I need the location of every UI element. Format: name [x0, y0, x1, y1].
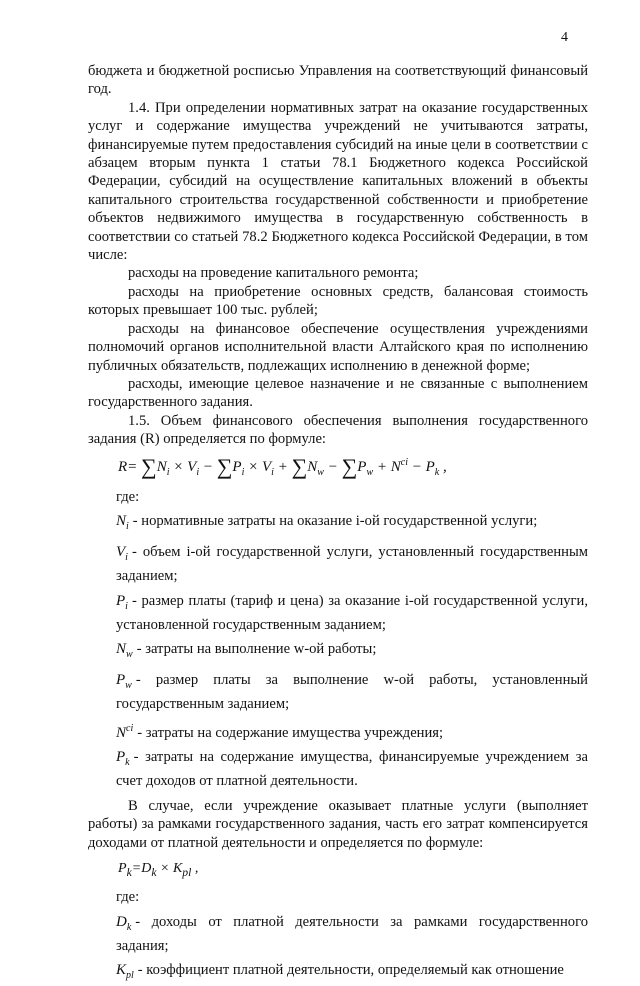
- paragraph: В случае, если учреждение оказывает платные услуги (выполняет работы) за рамками государственного задания, часть его затрат компенсируется доходами от платной деятельности и определяется по формуле:: [88, 797, 588, 851]
- definition-pi: $P_i$ - размер платы (тариф и цена) за оказание i-ой государственной услуги, установленной государственным заданием;: [116, 592, 588, 633]
- formula-r: $R= \sum N_i \times V_i - \sum P_i \times V_i + \sum N_w - \sum P_w + N^{ci} - P_k$ ,: [118, 453, 447, 479]
- where-label: где:: [116, 889, 140, 906]
- definition-kpl: $K_{pl}$ - коэффициент платной деятельности, определяемый как отношение: [116, 961, 588, 985]
- symbol: $K_{pl}$: [116, 962, 134, 982]
- symbol: $V_i$: [116, 543, 128, 563]
- definition-vi: $V_i$ - объем i-ой государственной услуги, установленный государственным заданием;: [116, 543, 588, 585]
- symbol: $P_w$: [116, 671, 132, 691]
- list-item: расходы, имеющие целевое назначение и не связанные с выполнением государственного задания.: [88, 375, 588, 411]
- symbol: $P_i$: [116, 592, 128, 612]
- paragraph-1-4: 1.4. При определении нормативных затрат на оказание государственных услуг и содержание имущества учреждений не учитываются затраты, финансируемые путем предоставления субсидий на иные цели в соответствии с абзацем вторым пункта 1 статьи 78.1 Бюджетного кодекса Российской Федерации, субсидий на осуществление капитальных вложений в объекты капитального строительства государственной собственности и приобретение объектов недвижимого имущества в государственную собственность в соответствии со статьей 78.2 Бюджетного кодекса Российской Федерации, в том числе:: [88, 99, 588, 264]
- formula-pk: $P_k=D_k \times K_{pl}$ ,: [118, 861, 199, 879]
- definition-nw: $N_w$ - затраты на выполнение w-ой работы;: [116, 640, 588, 664]
- definition-pk: $P_k$ - затраты на содержание имущества, финансируемые учреждением за счет доходов от платной деятельности.: [116, 749, 588, 790]
- where-label: где:: [116, 488, 140, 505]
- symbol: $N^{ci}$: [116, 722, 134, 741]
- symbol: $N_w$: [116, 641, 133, 661]
- symbol: $D_k$: [116, 913, 132, 933]
- definition-pw: $P_w$ - размер платы за выполнение w-ой работы, установленный государственным заданием;: [116, 671, 588, 713]
- paragraph: бюджета и бюджетной росписью Управления на соответствующий финансовый год.: [88, 63, 588, 98]
- list-item: расходы на проведение капитального ремонта;: [128, 265, 419, 282]
- document-body: [88, 62, 588, 986]
- list-item: расходы на приобретение основных средств, балансовая стоимость которых превышает 100 тыс. рублей;: [88, 283, 588, 319]
- page-number: 4: [561, 30, 568, 45]
- definition-dk: $D_k$ - доходы от платной деятельности за рамками государственного задания;: [116, 913, 588, 955]
- definition-nci: $N^{ci}$ - затраты на содержание имущества учреждения;: [116, 720, 588, 742]
- definition-ni: $N_i$ - нормативные затраты на оказание i-ой государственной услуги;: [116, 512, 588, 536]
- list-item: расходы на финансовое обеспечение осуществления учреждениями полномочий органов исполнительной власти Алтайского края по исполнению публичных обязательств, подлежащих исполнению в денежной форме;: [88, 320, 588, 374]
- symbol: $N_i$: [116, 513, 129, 533]
- paragraph-1-5: 1.5. Объем финансового обеспечения выполнения государственного задания (R) определяется по формуле:: [88, 412, 588, 448]
- symbol: $P_k$: [116, 749, 130, 768]
